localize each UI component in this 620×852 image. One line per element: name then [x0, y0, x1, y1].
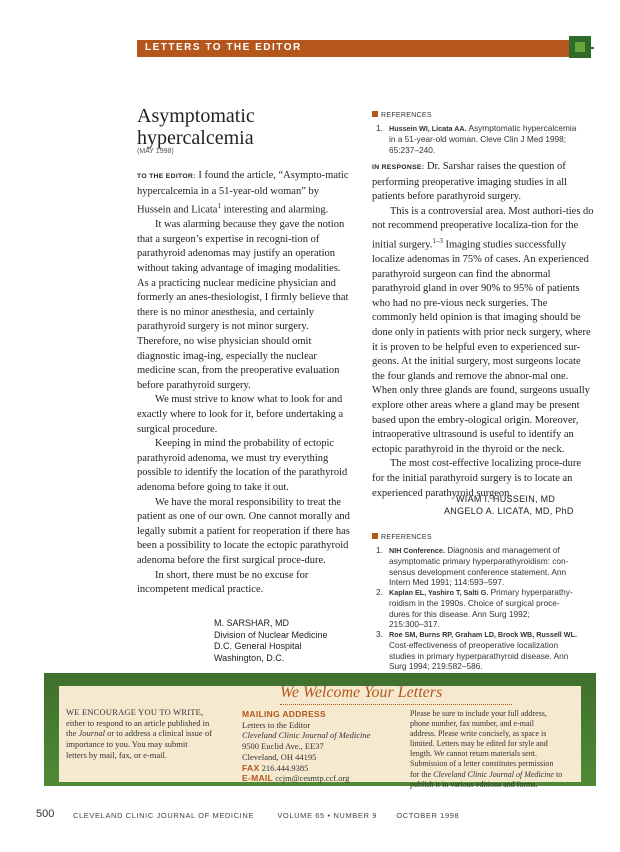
email-label: E-MAIL: [242, 773, 274, 784]
page-number: 500: [36, 808, 55, 820]
contact-info: MAILING ADDRESS Letters to the Editor Cleveland Clinic Journal of Medicine 9500 Euclid Ave., EE37 Cleveland, OH 44195 FAX 216.444.9385 E-MAIL ccjm@cesmtp.ccf.org: [242, 709, 371, 784]
fax-label: FAX: [242, 762, 260, 773]
references-heading: REFERENCES: [372, 111, 432, 119]
letter-paragraph: We have the moral responsibility to treat the patient as one of our own. One cannot morally and legally submit a patient for reoperation if there has been a possibility to locate the ectopic parathyroid adenoma before the first surgical proce-dure.: [137, 496, 350, 566]
letter-paragraph: Keeping in mind the probability of ectopic parathyroid adenoma, we must try everything possible to identify the location of the parathyroid adenoma before going to take it out.: [137, 438, 348, 493]
dotted-rule: [280, 704, 512, 705]
running-footer: CLEVELAND CLINIC JOURNAL OF MEDICINE VOLUME 65 • NUMBER 9 OCTOBER 1998: [73, 811, 460, 820]
article-date: (MAY 1998): [137, 148, 174, 155]
letter-paragraph: It was alarming because they gave the notion that a surgeon’s expertise in recogni-tion of parathyroid adenomas may justify an operation without taking advantage of imaging modalities. As a practicing nuclear medicine physician and formerly an anes-thesiologist, I firmly believe that there is no minor anesthesia, and certainly parathyroid surgery is not minor surgery. Therefore, no wise physician should omit diagnostic imag-ing, especially the nuclear medicine scan, from the preoperative evaluation before parathyroid surgery.: [137, 219, 349, 391]
letter-signature: M. SARSHAR, MD Division of Nuclear Medicine D.C. General Hospital Washington, D.C.: [214, 618, 328, 663]
bullet-square-icon: [372, 533, 378, 539]
letter-paragraph: We must strive to know what to look for and exactly where to look for it, before undertaking a surgical procedure.: [137, 394, 344, 435]
letter-paragraph: TO THE EDITOR: I found the article, “Asympto-matic hypercalcemia in a 51-year-old woman” by Hussein and Licata$^1$ interesting and alarming.: [137, 170, 349, 216]
article-title: Asymptomatic hypercalcemia: [137, 105, 255, 149]
response-paragraph: IN RESPONSE: Dr. Sarshar raises the question of performing preoperative imaging studies in all patients before parathyroid surgery.: [372, 161, 568, 203]
letter-paragraph: In short, there must be no excuse for incompetent medical practice.: [137, 569, 309, 596]
welcome-intro: WE ENCOURAGE YOU TO WRITE, either to respond to an article published in the Journal or to address a clinical issue of importance to you. You may submit letters by mail, fax, or e-mail.: [66, 707, 212, 760]
section-banner: [137, 40, 582, 57]
response-signature: WIAM I. HUSSEIN, MD ANGELO A. LICATA, MD, PhD: [444, 494, 574, 516]
email-address[interactable]: ccjm@cesmtp.ccf.org: [275, 773, 350, 784]
welcome-title: We Welcome Your Letters: [280, 684, 443, 701]
submission-guidelines: Please be sure to include your full address, phone number, fax number, and e-mail address. Please write concisely, as space is limited. Letters may be edited for style and length. We cannot return materials sent. Submission of a letter constitutes permission for the Cleveland Clinic Journal of Medicine to publish it in various editions and forms.: [410, 709, 563, 789]
banner-logo-square: [569, 36, 591, 58]
bullet-square-icon: [372, 111, 378, 117]
section-title: LETTERS TO THE EDITOR: [145, 42, 302, 53]
mailing-address-label: MAILING ADDRESS: [242, 709, 326, 719]
references-heading: REFERENCES: [372, 533, 432, 541]
response-paragraph: This is a controversial area. Most authori-ties do not recommend preoperative localiza-tion for the initial surgery.$^{1-3}$ Imaging studies successfully localize adenomas in 75% of cases. An experienced parathyroid surgeon can find the abnormal parathyroid gland in over 90% to 95% of patients who had no pre-vious neck surgeries. The commonly held opinion is that imaging should be done only in patients with prior neck surgery, where it is proven to be helpful even to experienced sur-geons. At the initial surgery, most surgeons locate the four glands and remove the abnor-mal one. When only three glands are found, surgeons usually explore other areas where a gland may be present based upon the embry-ological origin. Moreover, intraoperative ultrasound is useful to identify an ectopic parathyroid in the thyroid or the neck.: [372, 205, 594, 455]
letter-body: [137, 169, 350, 598]
response-paragraph: The most cost-effective localizing proce-dure for the initial parathyroid surgery is to locate an experienced parathyroid surgeon.: [372, 458, 582, 499]
response-body: [372, 160, 594, 501]
fax-number: 216.444.9385: [261, 762, 309, 773]
